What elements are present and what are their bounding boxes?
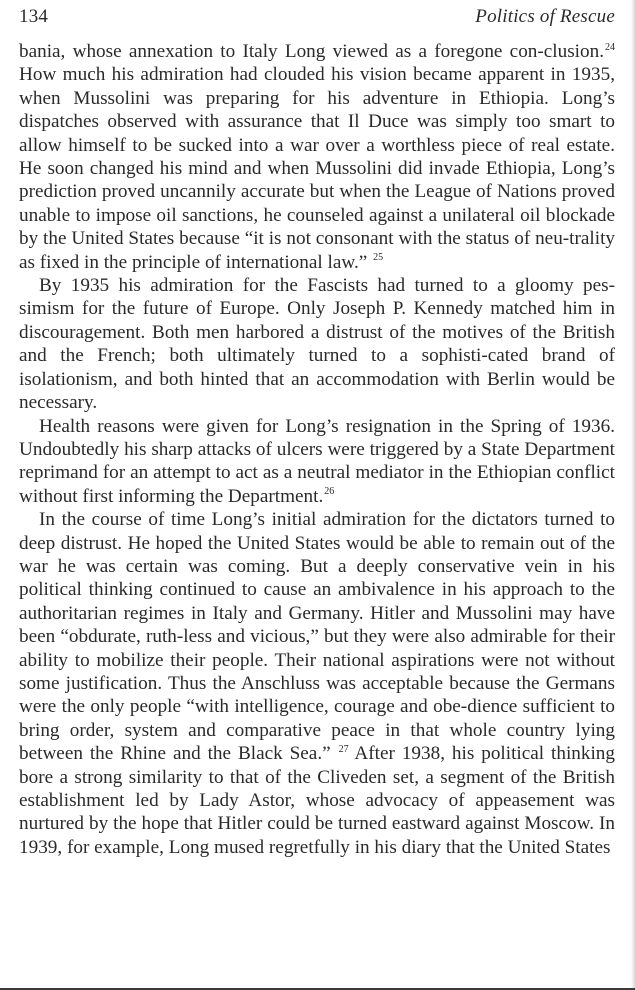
paragraph-1-text-b: How much his admiration had clouded his vision became apparent in 1935, when Mussolini was preparing for his adventure in Ethiopia. Long’s dispatches observed with assurance that Il Duce was simply too smart to allow himself to be sucked into a war over a worthless piece of real estate. He soon changed his mind and when Mussolini did invade Ethiopia, Long’s prediction proved uncannily accurate but when the League of Nations proved unable to impose oil sanctions, he counseled against a unilateral oil blockade by the United States because “it is not consonant with the status of neu-trality as fixed in the principle of international law.”	[19, 64, 615, 273]
footnote-ref-26[interactable]: 26	[324, 486, 335, 498]
paragraph-4-text-a: In the course of time Long’s initial admiration for the dictators turned to deep distrust. He hoped the United States would be able to remain out of the war he was certain was coming. But a deeply conservative vein in his political thinking continued to cause an ambivalence in his approach to the authoritarian regimes in Italy and Germany. Hitler and Mussolini may have been “obdurate, ruth-less and vicious,” but they were also admirable for their ability to mobilize their people. Their national aspirations were not without some justification. Thus the Anschluss was acceptable because the Germans were the only people “with intelligence, courage and obe-dience sufficient to bring order, system and comparative peace in that whole country lying between the Rhine and the Black Sea.”	[19, 509, 615, 765]
page-edge-shadow	[631, 0, 635, 990]
footnote-ref-27[interactable]: 27	[338, 743, 349, 755]
paragraph-1	[19, 40, 615, 274]
paragraph-1-text-a: bania, whose annexation to Italy Long viewed as a foregone con-clusion.	[19, 41, 604, 62]
body-text	[19, 40, 615, 859]
paragraph-4-text-b: After 1938, his political thinking bore a strong similarity to that of the Cliveden set, a segment of the British establishment led by Lady Astor, whose advocacy of appeasement was nurtured by the hope that Hitler could be turned eastward against Moscow. In 1939, for example, Long mused regretfully in his diary that the United States	[19, 743, 615, 858]
page-number: 134	[19, 6, 49, 27]
footnote-ref-25[interactable]: 25	[373, 252, 384, 264]
paragraph-3-text: Health reasons were given for Long’s resignation in the Spring of 1936. Undoubtedly his sharp attacks of ulcers were triggered by a State Department reprimand for an attempt to act as a neutral mediator in the Ethiopian conflict without first informing the Department.	[19, 415, 615, 507]
paragraph-2	[19, 274, 615, 414]
running-title: Politics of Rescue	[475, 6, 615, 27]
running-head	[19, 4, 615, 34]
paragraph-4	[19, 508, 615, 859]
paragraph-3	[19, 415, 615, 509]
footnote-ref-24[interactable]: 24	[605, 41, 615, 53]
paragraph-2-text: By 1935 his admiration for the Fascists had turned to a gloomy pes-simism for the future of Europe. Only Joseph P. Kennedy matched him in discouragement. Both men harbored a distrust of the motives of the British and the French; both ultimately turned to a sophisti-cated brand of isolationism, and both hinted that an accommodation with Berlin would be necessary.	[19, 275, 615, 414]
